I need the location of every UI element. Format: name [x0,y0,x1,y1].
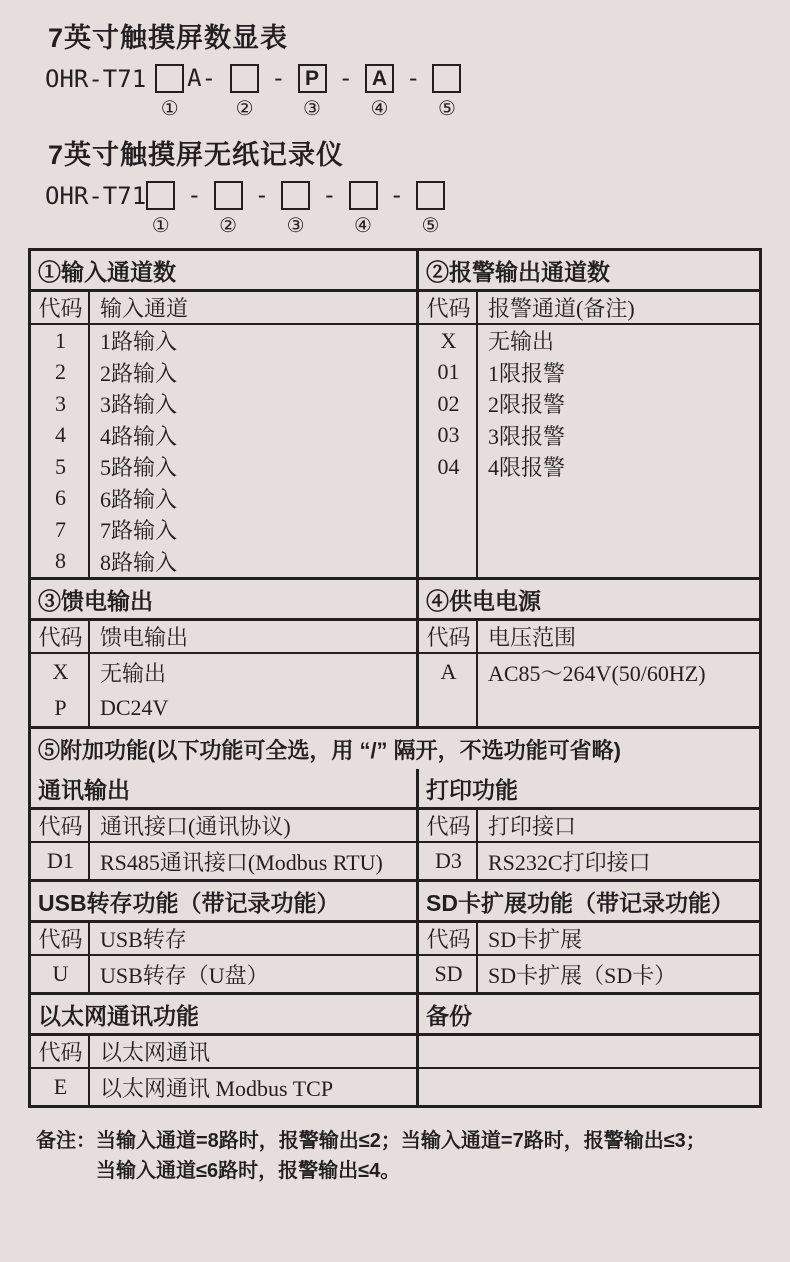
desc-cell: 2限报警 [488,392,566,418]
code-cell: 02 [437,390,460,416]
desc-cell: USB转存（U盘） [100,962,269,988]
desc-cell: RS485通讯接口(Modbus RTU) [100,849,383,875]
column-divider [88,923,90,992]
section-body [419,292,759,577]
column-divider [88,1036,90,1105]
position-label-1: ① [151,215,170,237]
column-divider [476,923,478,992]
section-body [31,292,416,577]
desc-cell: RS232C打印接口 [488,849,651,875]
model-slot-4 [349,181,378,238]
section-body [31,1036,416,1105]
desc-header: 电压范围 [488,625,577,650]
code-header: 代码 [426,814,471,839]
desc-cell: 无输出 [488,329,555,355]
desc-header: 报警通道(备注) [488,296,635,321]
model-slot-4 [365,64,394,121]
product2-title: 7英寸触摸屏无纸记录仪 [48,140,345,170]
desc-cell: DC24V [100,695,169,720]
desc-cell: SD卡扩展（SD卡） [488,962,677,988]
code-cell: A [440,659,457,684]
section-excitation-output [31,580,419,726]
desc-cell: 4限报警 [488,455,566,481]
code-cell: D3 [435,848,462,873]
code-cell: 3 [55,390,66,416]
code-cell: X [440,327,457,353]
band-comm-print [31,769,759,879]
desc-cell: 7路输入 [100,518,178,544]
section-ethernet-comm [31,995,419,1105]
section-title: 打印功能 [419,769,759,810]
model-suffix-a: A- [187,64,217,92]
note-line-2: 当输入通道≤6路时，报警输出≤4。 [96,1160,401,1182]
desc-header: USB转存 [100,927,187,952]
desc-cell: 8路输入 [100,549,178,575]
column-header-row [419,621,759,654]
product1-title: 7英寸触摸屏数显表 [48,23,289,53]
position-label-5: ⑤ [421,215,440,237]
section-body [31,923,416,992]
table-row [419,451,759,483]
position-label-1: ① [160,98,179,120]
code-cell: 01 [437,359,460,385]
code-cell: 4 [55,422,66,448]
note-line-1: 当输入通道=8路时，报警输出≤2；当输入通道=7路时，报警输出≤3； [96,1130,706,1152]
table-row [419,420,759,452]
table-row [419,325,759,357]
code-cell: X [52,659,69,684]
section-title: 备份 [419,995,759,1036]
column-header-row [419,810,759,843]
desc-cell: 3限报警 [488,423,566,449]
desc-cell: 2路输入 [100,360,178,386]
code-cell: E [53,1074,68,1099]
desc-header: 馈电输出 [100,625,189,650]
code-cell: 04 [437,453,460,479]
model-separator: - [338,64,353,92]
section-alarm-outputs [419,251,759,577]
model-box-3: P [298,64,327,93]
model-box-2 [230,64,259,93]
section-print-function [419,769,759,879]
column-divider [476,810,478,879]
position-label-3: ③ [303,98,321,120]
model-box-5 [432,64,461,93]
section-backup [419,995,759,1105]
model-slot-5 [432,64,461,121]
model-slot-1 [146,181,175,238]
column-divider [88,292,90,577]
model-slot-5 [416,181,445,238]
column-divider [88,621,90,726]
model-slot-2 [230,64,259,121]
model-slot-2 [214,181,243,238]
table-row [419,956,759,992]
desc-cell: 5路输入 [100,455,178,481]
code-header: 代码 [38,1040,83,1065]
model-box-1 [155,64,184,93]
model-separator: - [187,181,202,209]
code-header: 代码 [38,814,83,839]
model-separator: - [322,181,337,209]
section-title: SD卡扩展功能（带记录功能） [419,882,759,923]
code-header: 代码 [38,625,83,650]
section-body [419,1036,759,1105]
desc-cell: 4路输入 [100,423,178,449]
band-input-alarm [31,251,759,577]
column-divider [88,810,90,879]
column-header-row [419,923,759,956]
position-label-2: ② [219,215,238,237]
model-box-4: A [365,64,394,93]
position-label-4: ④ [370,98,389,120]
section-title: ③馈电输出 [31,580,416,621]
model-slot-3 [281,181,310,238]
desc-cell: 6路输入 [100,486,178,512]
banner-text: ⑤附加功能(以下功能可全选，用 “/” 隔开，不选功能可省略) [38,737,621,763]
code-header: 代码 [38,927,83,952]
code-cell: D1 [47,848,74,873]
code-cell: 1 [55,327,66,353]
band-usb-sd [31,879,759,992]
desc-cell: 1限报警 [488,360,566,386]
section-body [419,621,759,726]
desc-cell: 3路输入 [100,392,178,418]
model-separator: - [271,64,286,92]
code-header: 代码 [426,625,471,650]
code-cell: U [52,961,69,986]
model-prefix: OHR-T71 [45,182,147,210]
section-body [419,923,759,992]
model-prefix: OHR-T71 [45,65,147,93]
desc-cell: 1路输入 [100,329,178,355]
table-row [419,843,759,879]
empty-cell-row [419,1069,759,1105]
code-cell: 03 [437,422,460,448]
position-label-3: ③ [286,215,305,237]
model-box-2 [214,181,243,210]
model-box-5 [416,181,445,210]
column-divider [476,621,478,726]
section-body [31,810,416,879]
code-cell: 6 [55,485,66,511]
product2-model-line [45,181,762,238]
model-slot-3 [298,64,327,121]
desc-header: 通讯接口(通讯协议) [100,814,291,839]
band-excitation-power [31,577,759,726]
section-title: ②报警输出通道数 [419,251,759,292]
desc-cell: 以太网通讯 Modbus TCP [100,1075,334,1101]
code-cell: 2 [55,359,66,385]
empty-cell-row [419,1036,759,1069]
code-cell: SD [434,961,463,986]
code-header: 代码 [38,296,83,321]
code-header: 代码 [426,927,471,952]
desc-cell: AC85～264V(50/60HZ) [488,660,706,686]
ordering-code-table [28,248,762,1108]
model-box-3 [281,181,310,210]
table-row [419,654,759,690]
note-text [96,1126,706,1186]
desc-cell: 无输出 [100,660,167,686]
column-header-row [419,292,759,325]
section-title: ④供电电源 [419,580,759,621]
code-cell: 8 [55,548,66,574]
section-title: ①输入通道数 [31,251,416,292]
model-box-4 [349,181,378,210]
section-sd-expansion [419,882,759,992]
model-separator: - [389,181,404,209]
section-additional-functions-banner [31,726,759,769]
model-separator: - [254,181,270,209]
section-input-channels [31,251,419,577]
code-cell: 7 [55,516,66,542]
table-row [419,357,759,389]
table-row [419,388,759,420]
section-body [31,621,416,726]
model-box-1 [146,181,175,210]
band-ethernet-backup [31,992,759,1105]
section-comm-output [31,769,419,879]
position-label-2: ② [235,98,254,120]
code-header: 代码 [426,296,471,321]
product1-model-line [45,64,762,121]
section-body [419,810,759,879]
model-separator: - [405,64,421,92]
code-cell: P [54,695,67,720]
column-divider [476,292,478,577]
desc-header: 输入通道 [100,296,189,321]
desc-header: 以太网通讯 [100,1040,211,1065]
desc-header: 打印接口 [488,814,577,839]
section-power-supply [419,580,759,726]
section-title: 通讯输出 [31,769,416,810]
position-label-5: ⑤ [437,98,456,120]
section-title: 以太网通讯功能 [31,995,416,1036]
footer-note [36,1126,762,1186]
desc-header: SD卡扩展 [488,927,583,952]
section-title: USB转存功能（带记录功能） [31,882,416,923]
code-cell: 5 [55,453,66,479]
position-label-4: ④ [354,215,372,237]
section-usb-transfer [31,882,419,992]
note-label: 备注： [36,1130,96,1152]
model-slot-1 [155,64,184,121]
